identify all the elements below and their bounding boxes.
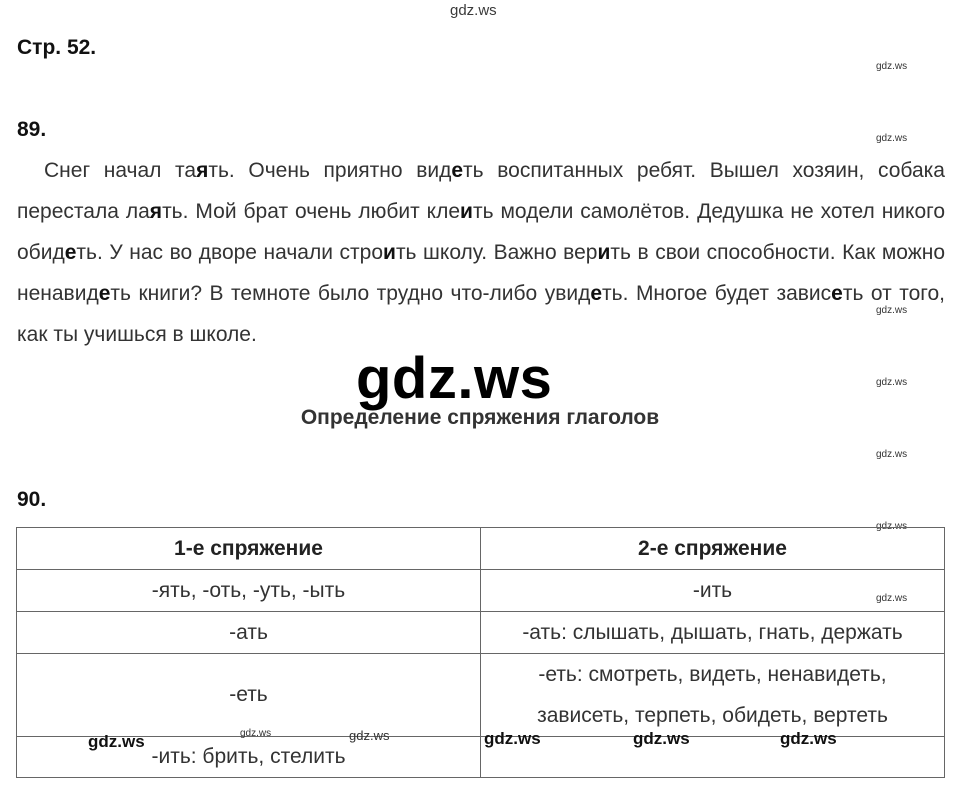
watermark-small: gdz.ws — [876, 521, 908, 532]
watermark-small: gdz.ws — [876, 61, 908, 72]
table-header-row — [17, 528, 945, 570]
watermark-bottom: gdz.ws — [633, 729, 690, 748]
watermark-small: gdz.ws — [876, 593, 908, 604]
highlighted-vowel: е — [831, 282, 843, 305]
highlighted-vowel: е — [451, 159, 464, 182]
highlighted-vowel: е — [64, 241, 77, 264]
watermark-small: gdz.ws — [240, 728, 272, 739]
watermark-bottom: gdz.ws — [88, 732, 145, 751]
table-header-cell: 2-е спряжение — [481, 528, 945, 570]
table-cell — [481, 737, 945, 778]
sentence-fragment: ть. — [602, 282, 636, 305]
exercise-89-text — [17, 150, 945, 355]
watermark-small: gdz.ws — [349, 728, 390, 743]
highlighted-vowel: я — [149, 200, 163, 223]
sentence-fragment: ть школу. — [395, 241, 494, 264]
watermark-bottom: gdz.ws — [780, 729, 837, 748]
highlighted-vowel: е — [98, 282, 111, 305]
exercise-number: 90. — [17, 488, 47, 511]
sentence-fragment: ть воспитанных ребят. Вышел хозяин, собака перестала ла — [17, 159, 945, 223]
sentence-fragment: Мой брат очень любит кле — [195, 200, 461, 223]
table-cell — [481, 654, 945, 737]
table-cell: -ать — [17, 612, 481, 654]
section-title: Определение спряжения глаголов — [300, 406, 660, 429]
sentence-fragment: Дедушка не хотел никого обид — [17, 200, 946, 264]
sentence-fragment: ть модели самолётов. — [472, 200, 698, 223]
page-label: Стр. 52. — [17, 36, 97, 59]
table-cell: -ять, -оть, -уть, -ыть — [17, 570, 481, 612]
watermark-top: gdz.ws — [450, 2, 497, 19]
table-cell: -еть — [17, 654, 481, 737]
sentence-fragment: В темноте было трудно что-либо увид — [209, 282, 591, 305]
sentence-fragment: ть. — [208, 159, 249, 182]
exercise-number: 89. — [17, 118, 47, 141]
sentence-fragment: Очень приятно вид — [248, 159, 452, 182]
highlighted-vowel: и — [460, 200, 473, 223]
sentence-fragment: У нас во дворе начали стро — [109, 241, 384, 264]
table-cell-line: зависеть, терпеть, обидеть, вертеть — [537, 704, 888, 727]
table-cell-line: -еть: смотреть, видеть, ненавидеть, — [538, 663, 887, 686]
sentence-fragment: Важно вер — [493, 241, 598, 264]
sentence-fragment: ть в свои способности. — [610, 241, 843, 264]
highlighted-vowel: и — [383, 241, 396, 264]
watermark-small: gdz.ws — [876, 133, 908, 144]
table-row — [17, 612, 945, 654]
table-cell: -ить: брить, стелить — [17, 737, 481, 778]
sentence-fragment: Снег начал та — [44, 159, 197, 182]
sentence-fragment: Как можно ненавид — [17, 241, 946, 305]
watermark-small: gdz.ws — [876, 449, 908, 460]
sentence-fragment: ть. — [162, 200, 196, 223]
highlighted-vowel: я — [196, 159, 209, 182]
sentence-fragment: ть книги? — [110, 282, 210, 305]
table-cell: -ать: слышать, дышать, гнать, держать — [481, 612, 945, 654]
sentence-fragment: ть от того, как ты учишься в школе. — [17, 282, 946, 346]
table-row — [17, 570, 945, 612]
watermark-small: gdz.ws — [876, 377, 908, 388]
table-cell: -ить — [481, 570, 945, 612]
sentence-fragment: ть. — [76, 241, 110, 264]
watermark-bottom: gdz.ws — [484, 729, 541, 748]
watermark-small: gdz.ws — [876, 305, 908, 316]
sentence-fragment: Многое будет завис — [635, 282, 832, 305]
table-row — [17, 654, 945, 737]
table-header-cell: 1-е спряжение — [17, 528, 481, 570]
highlighted-vowel: е — [590, 282, 603, 305]
highlighted-vowel: и — [597, 241, 611, 264]
watermark-big: gdz.ws — [356, 346, 553, 411]
